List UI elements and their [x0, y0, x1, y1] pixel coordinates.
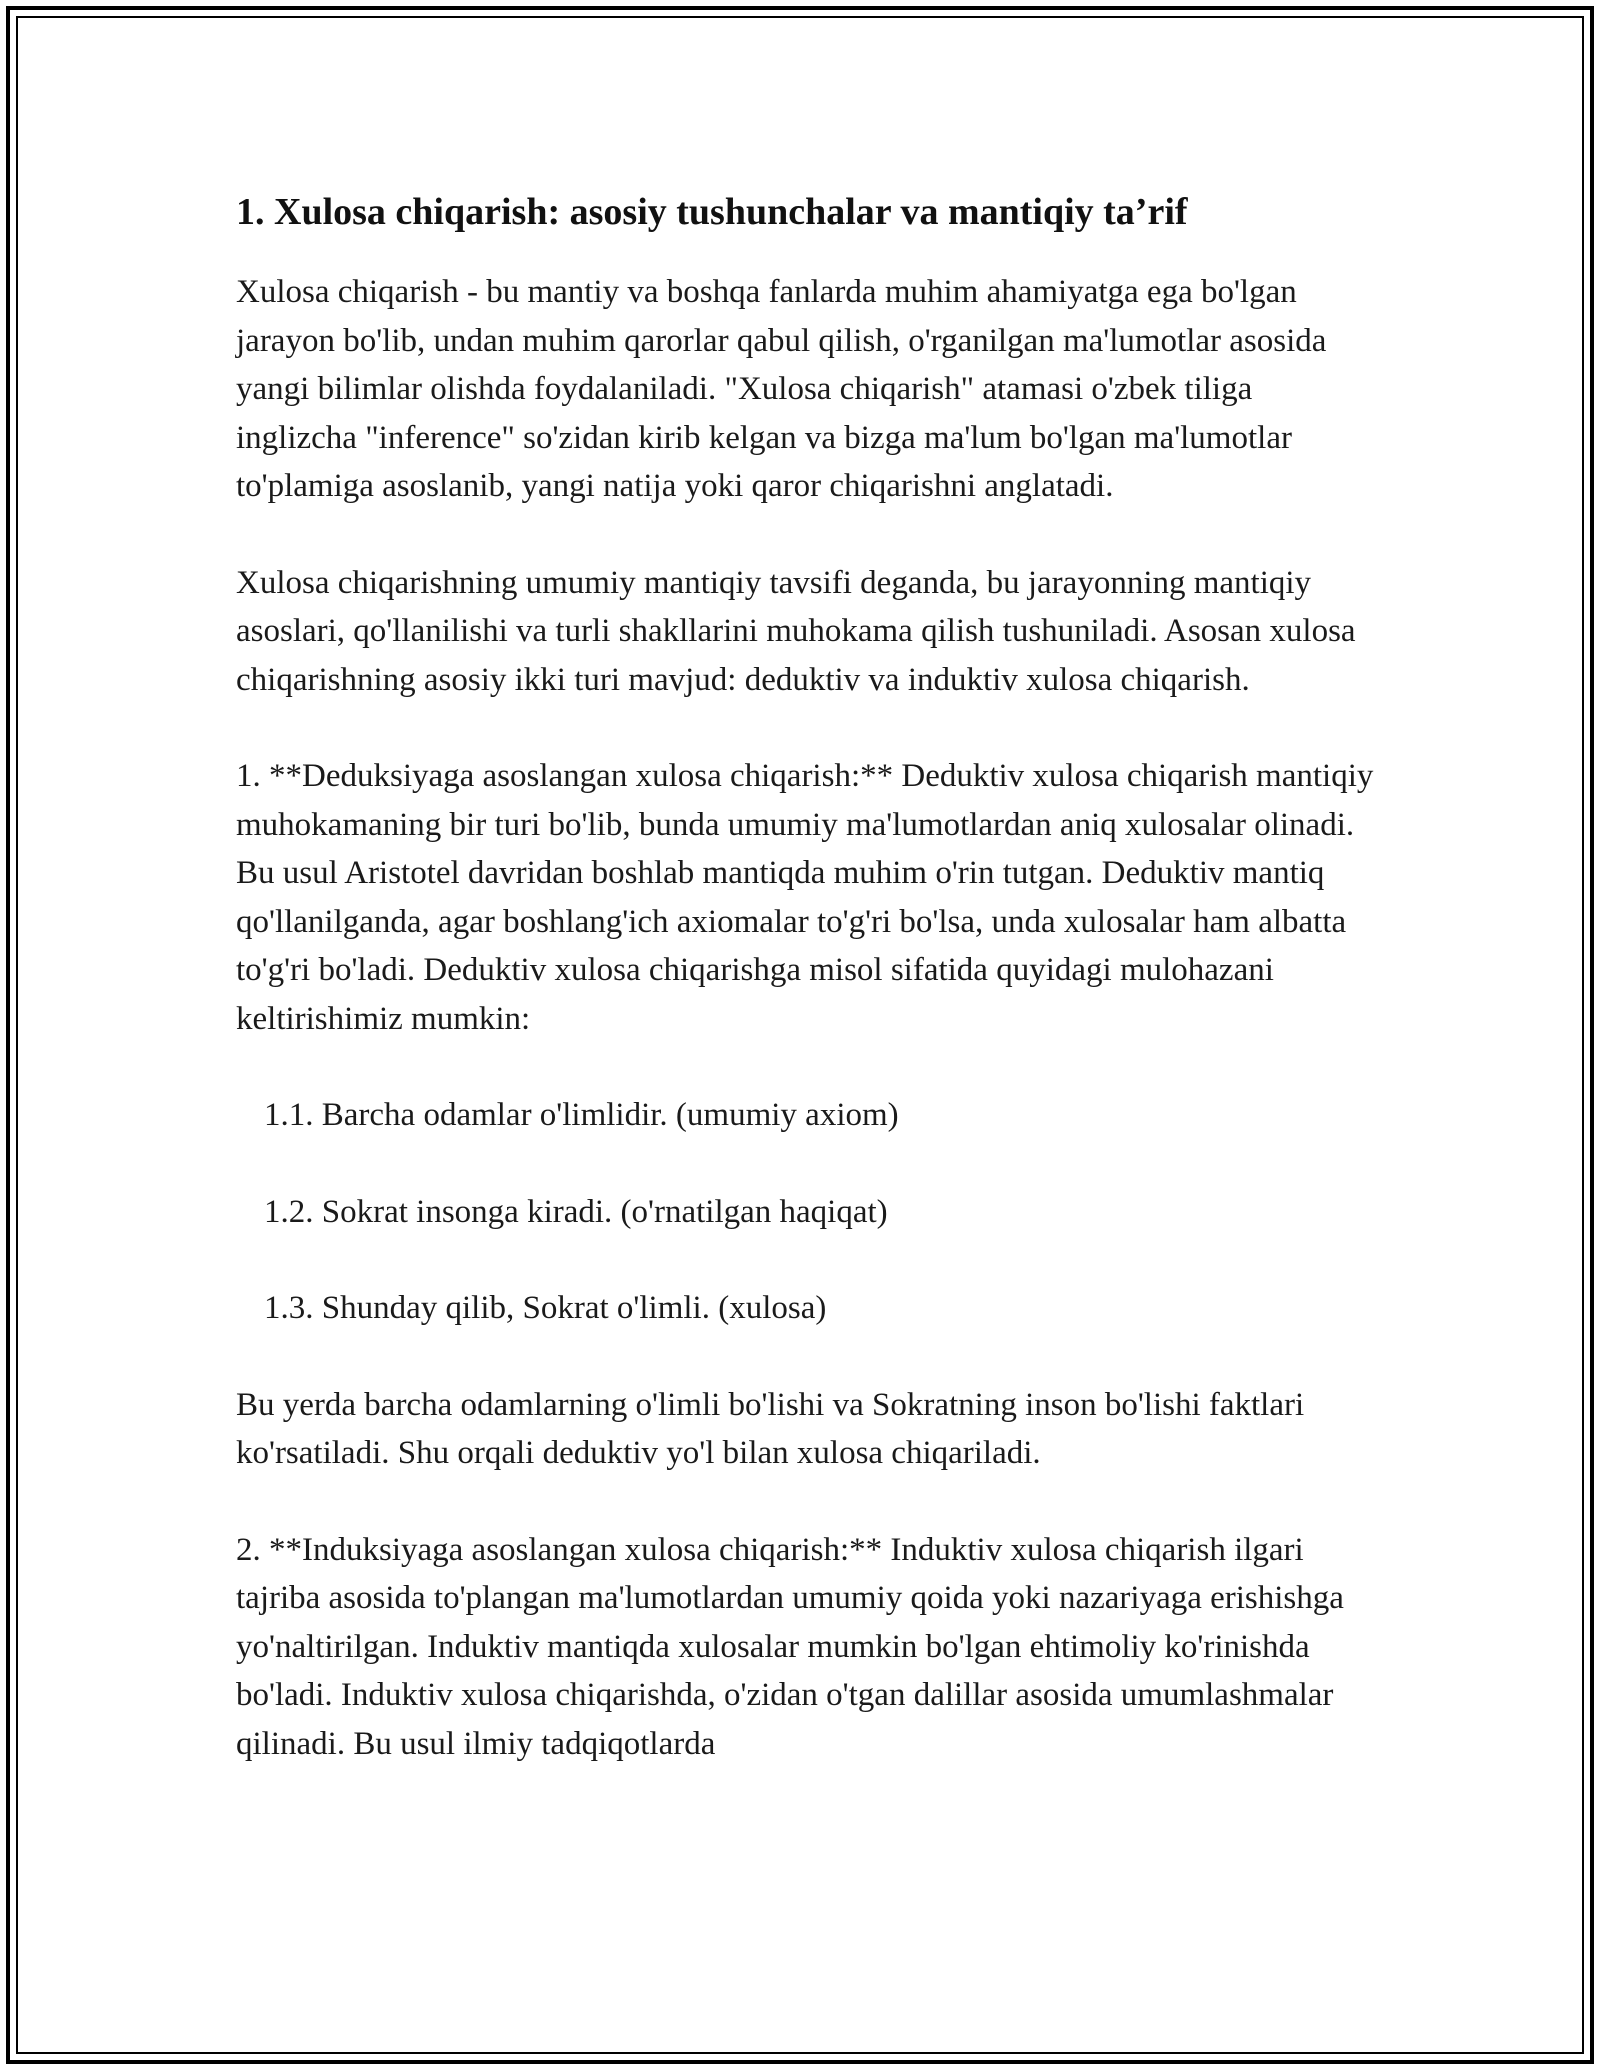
example-item-3: 1.3. Shunday qilib, Sokrat o'limli. (xulosa): [264, 1290, 827, 1326]
section-heading: 1. Xulosa chiqarish: asosiy tushunchalar va mantiqiy ta’rif: [236, 191, 1188, 233]
example-item-1: 1.1. Barcha odamlar o'limlidir. (umumiy axiom): [264, 1097, 899, 1133]
document-body: [236, 186, 1376, 1816]
paragraph-definition: Xulosa chiqarish - bu mantiy va boshqa fanlarda muhim ahamiyatga ega bo'lgan jarayon bo'lib, undan muhim qarorlar qabul qilish, o'rganilgan ma'lumotlar asosida yangi bilimlar olishda foydalaniladi. "Xulosa chiqarish" atamasi o'zbek tiliga inglizcha "inference" so'zidan kirib kelgan va bizga ma'lum bo'lgan ma'lumotlar to'plamiga asoslanib, yangi natija yoki qaror chiqarishni anglatadi.: [236, 274, 1327, 504]
paragraph-explanation: Bu yerda barcha odamlarning o'limli bo'lishi va Sokratning inson bo'lishi faktlari ko'rsatiladi. Shu orqali deduktiv yo'l bilan xulosa chiqariladi.: [236, 1386, 1305, 1471]
paragraph-deduction: 1. **Deduksiyaga asoslangan xulosa chiqarish:** Deduktiv xulosa chiqarish mantiqiy muhokamaning bir turi bo'lib, bunda umumiy ma'lumotlardan aniq xulosalar olinadi. Bu usul Aristotel davridan boshlab mantiqda muhim o'rin tutgan. Deduktiv mantiq qo'llanilganda, agar boshlang'ich axiomalar to'g'ri bo'lsa, unda xulosalar ham albatta to'g'ri bo'ladi. Deduktiv xulosa chiqarishga misol sifatida quyidagi mulohazani keltirishimiz mumkin:: [236, 758, 1374, 1037]
paragraph-induction: 2. **Induksiyaga asoslangan xulosa chiqarish:** Induktiv xulosa chiqarish ilgari tajriba asosida to'plangan ma'lumotlardan umumiy qoida yoki nazariyaga erishishga yo'naltirilgan. Induktiv mantiqda xulosalar mumkin bo'lgan ehtimoliy ko'rinishda bo'ladi. Induktiv xulosa chiqarishda, o'zidan o'tgan dalillar asosida umumlashmalar qilinadi. Bu usul ilmiy tadqiqotlarda: [236, 1531, 1344, 1762]
paragraph-overview: Xulosa chiqarishning umumiy mantiqiy tavsifi deganda, bu jarayonning mantiqiy asoslari, qo'llanilishi va turli shakllarini muhokama qilish tushuniladi. Asosan xulosa chiqarishning asosiy ikki turi mavjud: deduktiv va induktiv xulosa chiqarish.: [236, 564, 1356, 698]
example-item-2: 1.2. Sokrat insonga kiradi. (o'rnatilgan haqiqat): [264, 1193, 888, 1230]
